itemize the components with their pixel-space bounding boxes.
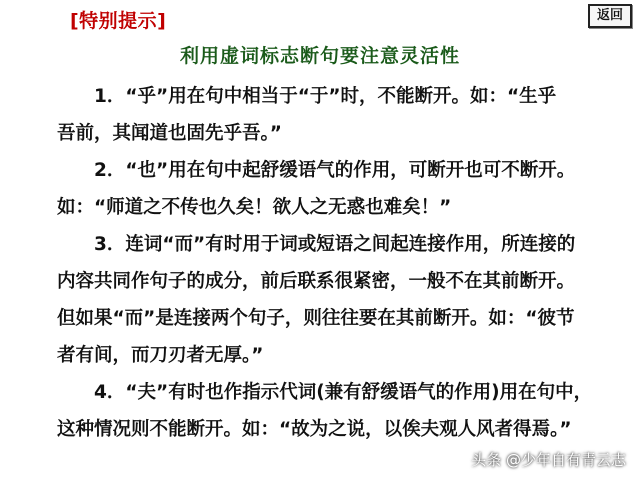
watermark	[471, 449, 626, 470]
content-body	[57, 78, 621, 448]
watermark-text: 头条 @少年自有青云志	[471, 451, 626, 469]
rule-3-line-4: 者有间，而刀刃者无厚。”	[57, 345, 264, 366]
rule-4-line-2: 这种情况则不能断开。如：“故为之说，以俟夫观人风者得焉。”	[57, 419, 572, 440]
rule-2-line-1: 2．“也”用在句中起舒缓语气的作用，可断开也可不断开。	[94, 160, 576, 181]
rule-1-line-2: 吾前，其闻道也固先乎吾。”	[57, 123, 282, 144]
rule-4-line-1: 4．“夫”有时也作指示代词(兼有舒缓语气的作用)用在句中，	[94, 382, 593, 403]
back-button[interactable]: 返回	[588, 4, 632, 28]
section-heading: 利用虚词标志断句要注意灵活性	[179, 45, 460, 67]
rule-3-line-2: 内容共同作句子的成分，前后联系很紧密，一般不在其前断开。	[57, 271, 576, 292]
rule-3-line-1: 3．连词“而”有时用于词或短语之间起连接作用，所连接的	[94, 234, 576, 255]
rule-2-line-2: 如：“师道之不传也久矣！欲人之无惑也难矣！”	[57, 197, 452, 218]
rule-1-line-1: 1．“乎”用在句中相当于“于”时，不能断开。如：“生乎	[94, 86, 557, 107]
rule-3-line-3: 但如果“而”是连接两个句子，则往往要在其前断开。如：“彼节	[57, 308, 575, 329]
tip-label: [特别提示]	[70, 10, 167, 32]
